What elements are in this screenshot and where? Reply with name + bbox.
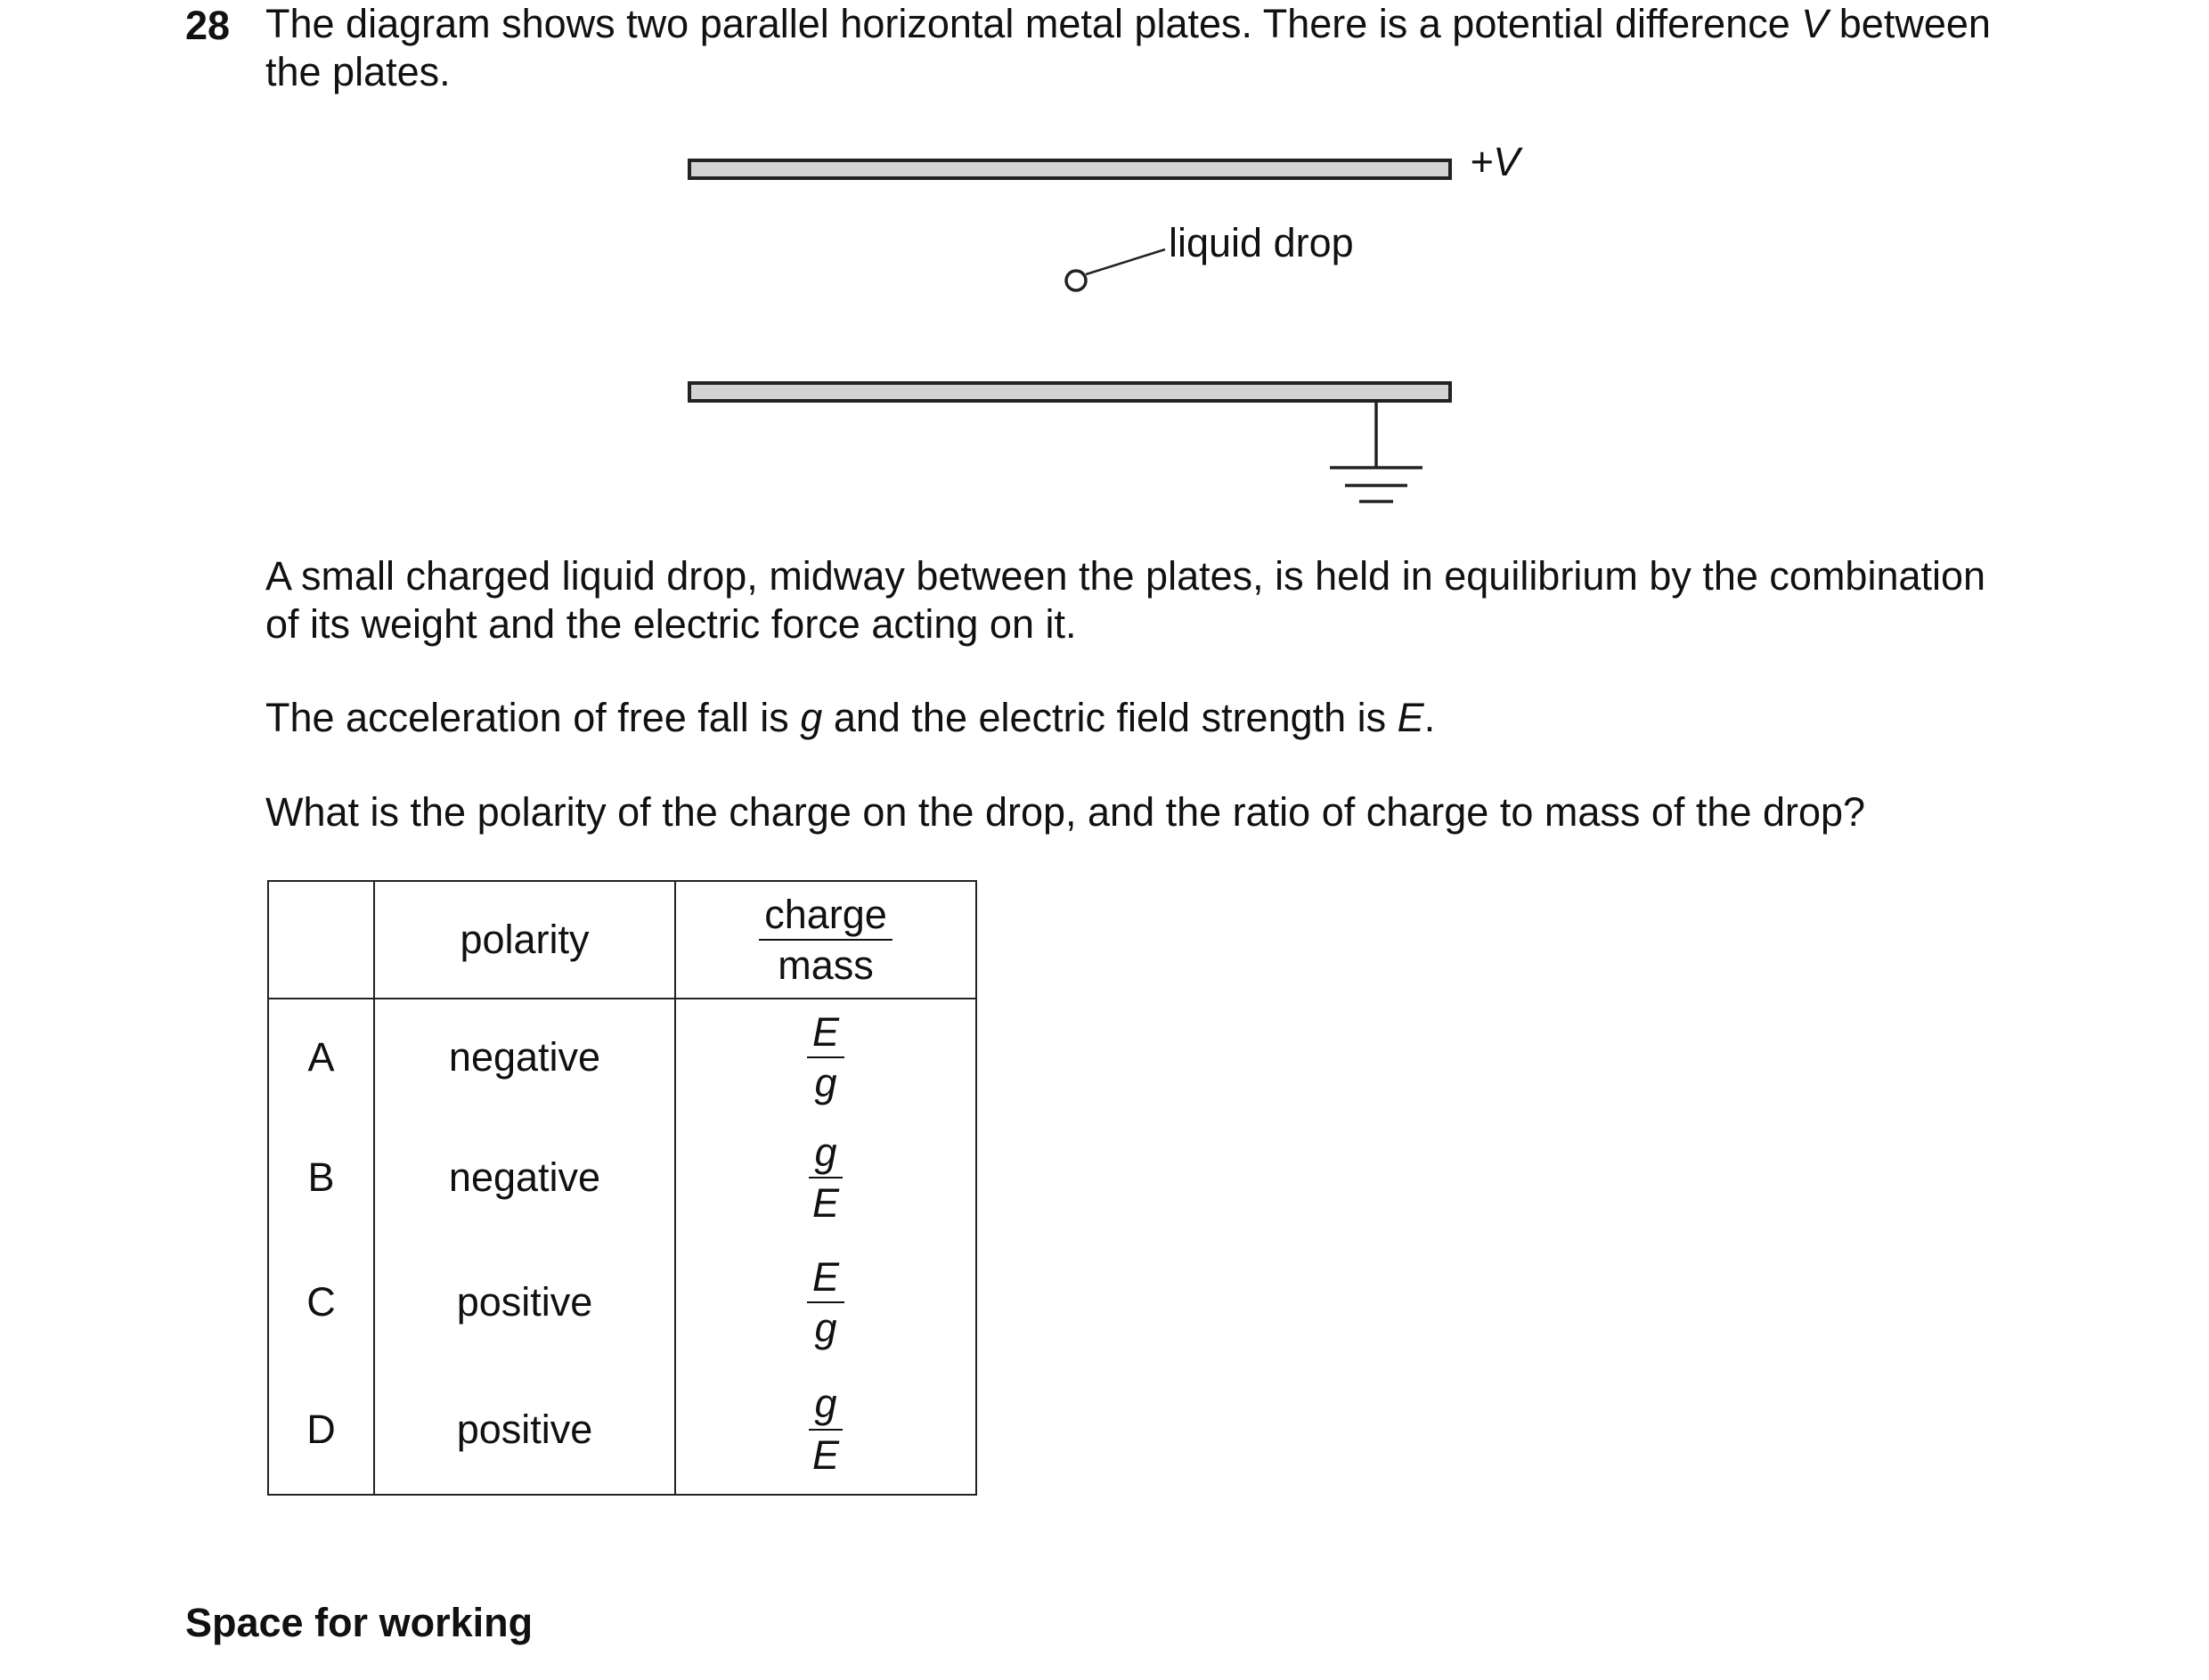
table-row — [268, 999, 976, 1115]
option-ratio — [675, 1240, 976, 1365]
ratio-fraction — [807, 1255, 844, 1350]
ratio-numerator: g — [809, 1382, 842, 1431]
paragraph-question: What is the polarity of the charge on the drop, and the ratio of charge to mass of the drop? — [265, 789, 1866, 835]
option-key: A — [268, 999, 374, 1115]
intro-text-3: the plates. — [265, 49, 451, 94]
p2-text-1: The acceleration of free fall is — [265, 695, 801, 740]
header-numerator: charge — [759, 893, 893, 942]
intro-text-1: The diagram shows two parallel horizontal metal plates. There is a potential difference — [265, 1, 1802, 46]
option-ratio — [675, 1115, 976, 1240]
bottom-plate — [689, 383, 1450, 401]
option-key: D — [268, 1365, 374, 1495]
p1-line1: A small charged liquid drop, midway between the plates, is held in equilibrium by the combination — [265, 553, 1986, 599]
ratio-numerator: E — [807, 1255, 844, 1304]
p1-line2: of its weight and the electric force acting on it. — [265, 601, 1077, 647]
header-polarity: polarity — [374, 881, 675, 999]
intro-text-2: between — [1828, 1, 1991, 46]
ratio-numerator: g — [809, 1130, 842, 1179]
intro-symbol-v: V — [1801, 1, 1829, 46]
p2-symbol-e: E — [1397, 695, 1424, 740]
option-polarity: negative — [374, 1115, 675, 1240]
space-for-working-heading: Space for working — [185, 1600, 534, 1645]
option-polarity: positive — [374, 1240, 675, 1365]
ratio-fraction — [807, 1382, 844, 1477]
ratio-fraction — [807, 1010, 844, 1105]
liquid-drop — [1066, 271, 1086, 290]
option-ratio — [675, 999, 976, 1115]
table-row — [268, 1365, 976, 1495]
paragraph-definitions — [265, 694, 1435, 742]
option-key: B — [268, 1115, 374, 1240]
header-fraction — [759, 893, 893, 988]
header-ratio — [675, 881, 976, 999]
question-number: 28 — [185, 3, 231, 48]
drop-label-leader — [1086, 249, 1165, 274]
top-plate-label: +V — [1470, 139, 1520, 184]
top-plate — [689, 160, 1450, 178]
ratio-denominator: g — [814, 1060, 837, 1105]
ratio-numerator: E — [807, 1010, 844, 1059]
parallel-plates-diagram — [0, 0, 2209, 534]
table-row — [268, 1115, 976, 1240]
ratio-denominator: E — [811, 1180, 839, 1226]
option-polarity: positive — [374, 1365, 675, 1495]
header-denominator: mass — [778, 942, 874, 988]
option-ratio — [675, 1365, 976, 1495]
p2-text-3: . — [1423, 695, 1436, 740]
ratio-denominator: g — [814, 1305, 837, 1350]
paragraph-equilibrium — [265, 552, 1985, 648]
ratio-denominator: E — [811, 1431, 839, 1478]
table-header-row — [268, 881, 976, 999]
ratio-fraction — [807, 1130, 844, 1226]
header-blank — [268, 881, 374, 999]
table-row — [268, 1240, 976, 1365]
earth-symbol — [1330, 401, 1422, 502]
p2-symbol-g: g — [800, 695, 823, 740]
option-key: C — [268, 1240, 374, 1365]
p2-text-2: and the electric field strength is — [822, 695, 1398, 740]
drop-label: liquid drop — [1169, 220, 1354, 265]
option-polarity: negative — [374, 999, 675, 1115]
answer-table — [267, 880, 977, 1496]
